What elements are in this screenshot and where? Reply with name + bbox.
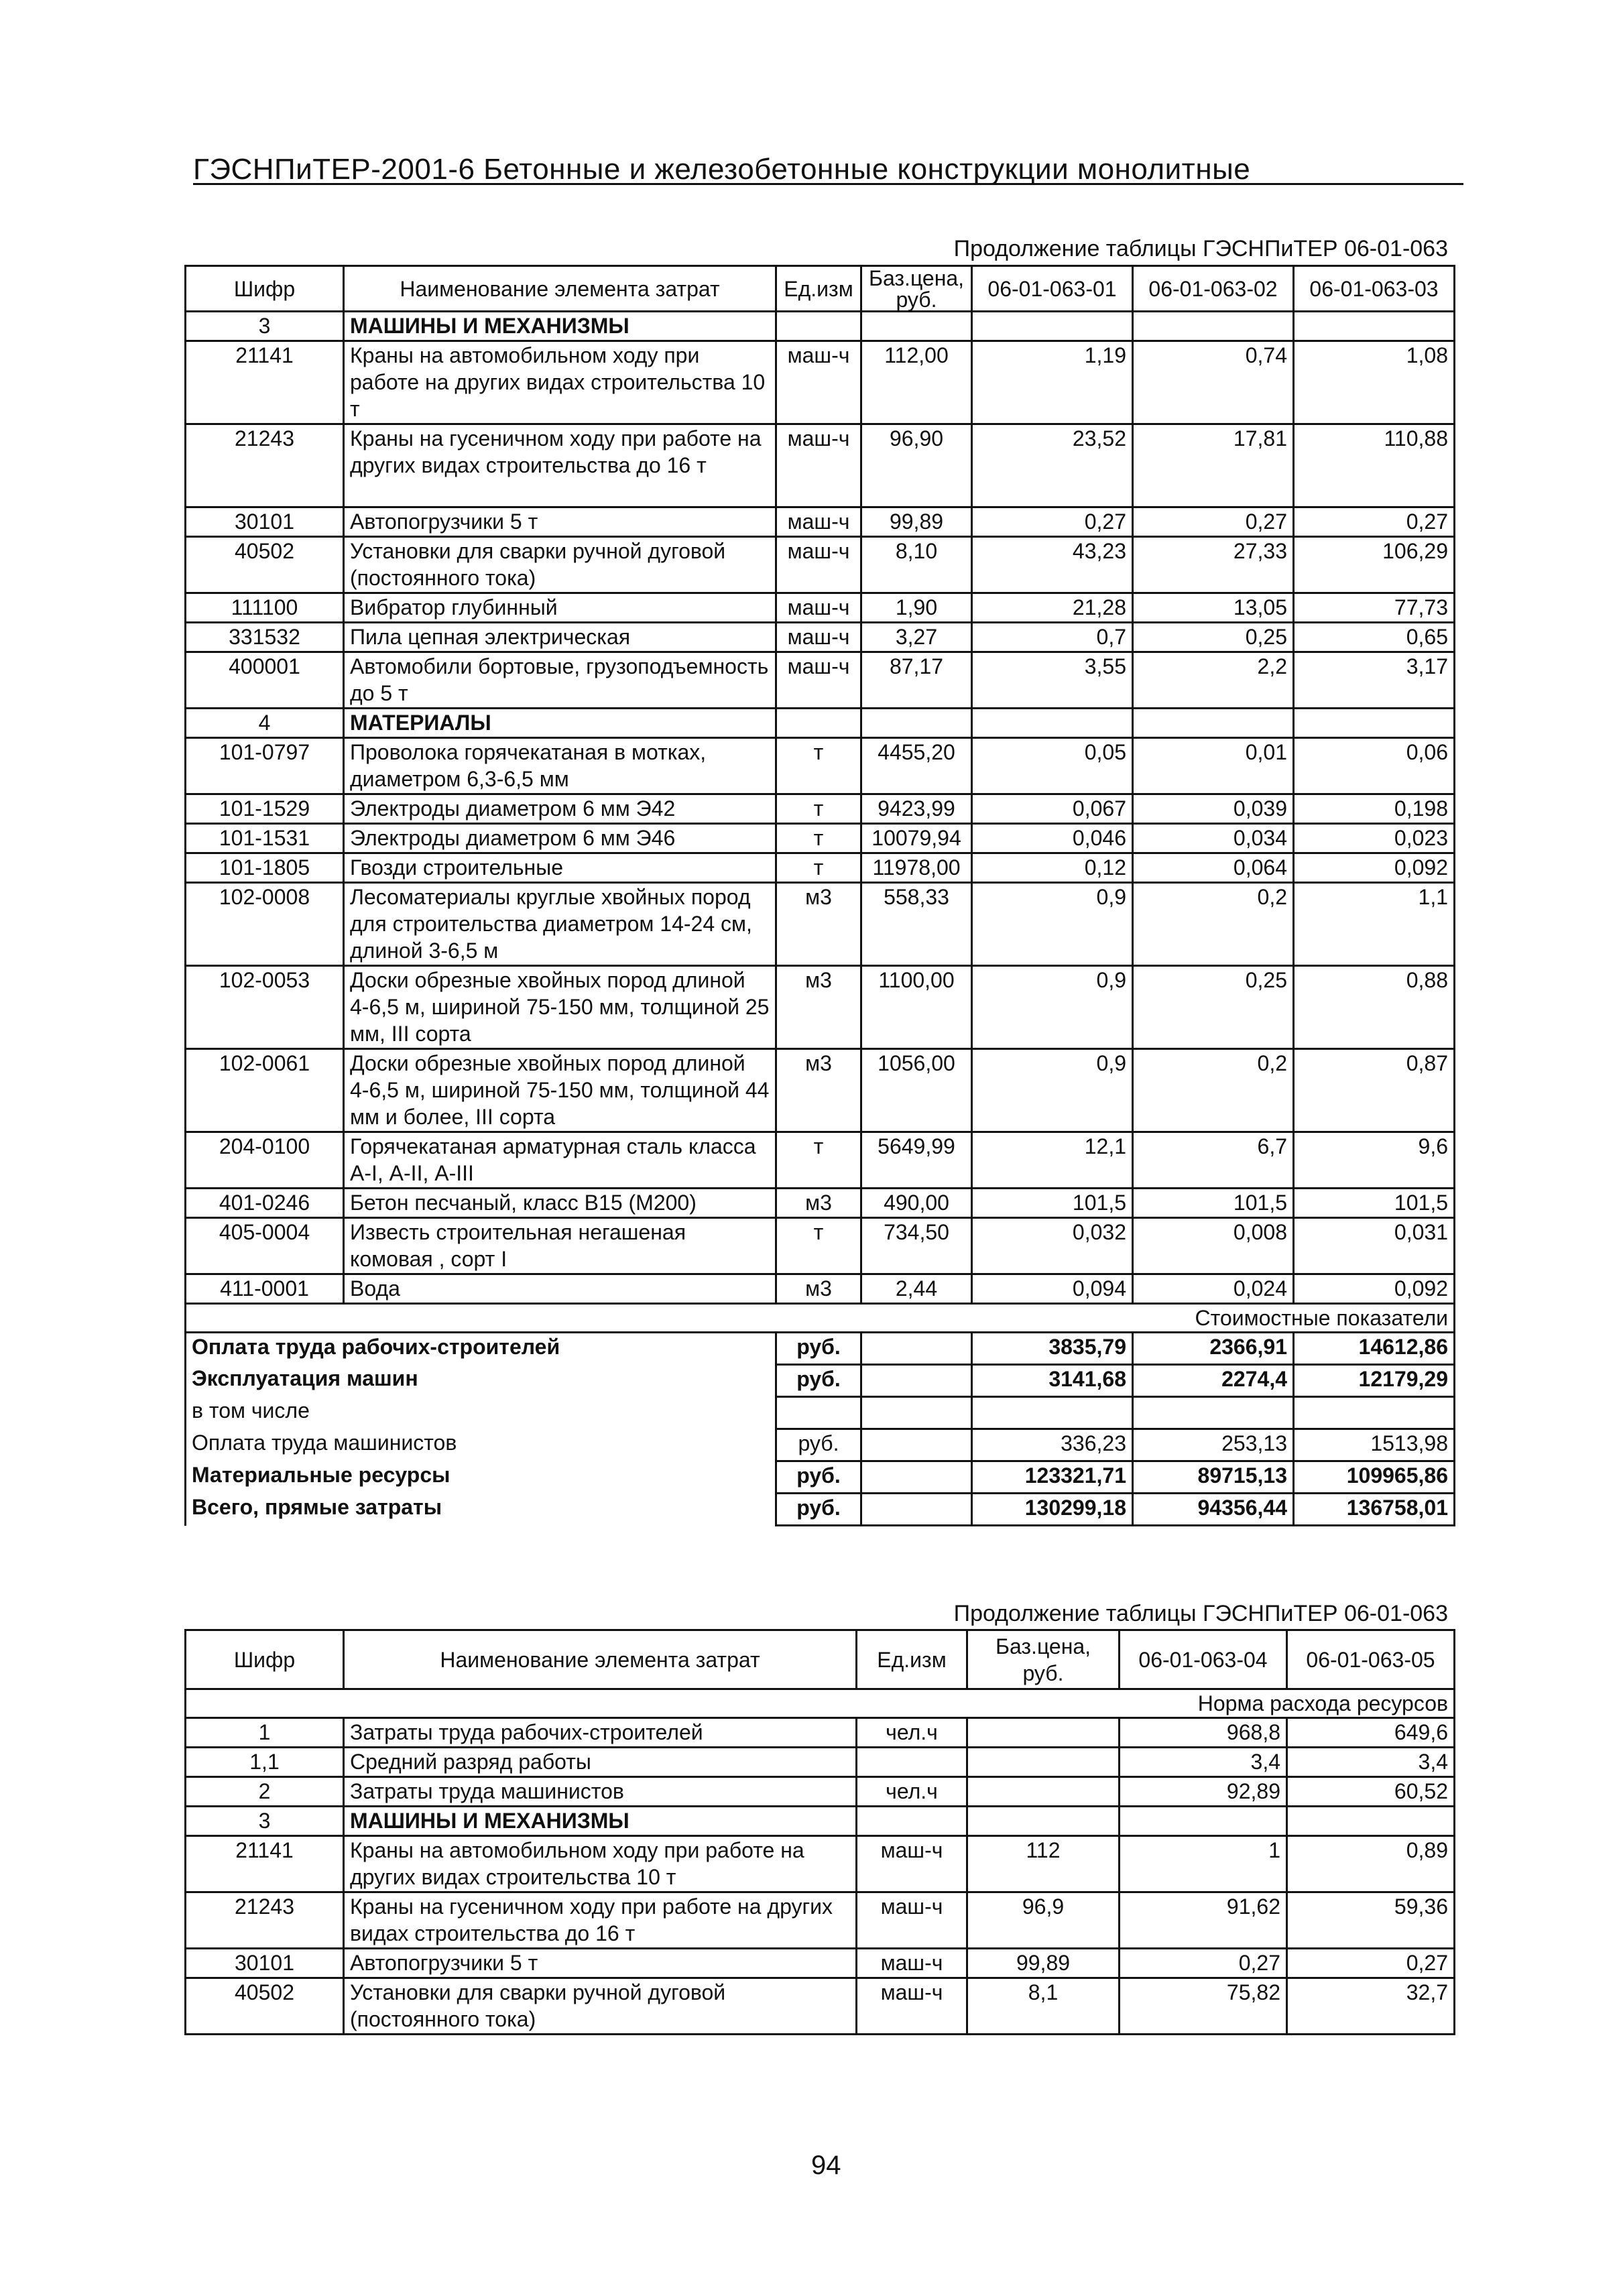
norm-value: 91,62 <box>1120 1892 1287 1949</box>
cost-row <box>186 1461 1455 1494</box>
resource-code: 30101 <box>186 507 344 537</box>
norm-value: 32,7 <box>1287 1978 1455 2035</box>
resource-table-1 <box>184 265 1455 1526</box>
resource-unit: маш-ч <box>776 623 861 652</box>
cost-unit: руб. <box>776 1365 861 1397</box>
col-header-unit: Ед.изм <box>776 266 861 312</box>
resource-unit: т <box>776 794 861 824</box>
resource-price: 112,00 <box>861 341 972 424</box>
resource-price: 4455,20 <box>861 738 972 794</box>
table-row <box>186 537 1455 593</box>
resource-name: Электроды диаметром 6 мм Э46 <box>344 824 776 853</box>
norm-value: 968,8 <box>1120 1718 1287 1748</box>
resource-name: Известь строительная негашеная комовая , сорт I <box>344 1218 776 1274</box>
resource-price <box>967 1777 1120 1807</box>
resource-price: 99,89 <box>967 1949 1120 1978</box>
table-row <box>186 824 1455 853</box>
norm-value: 0,05 <box>972 738 1133 794</box>
col-header-name: Наименование элемента затрат <box>344 266 776 312</box>
cost-unit: руб. <box>776 1461 861 1494</box>
norm-value: 0,034 <box>1133 824 1294 853</box>
cost-value: 2366,91 <box>1133 1333 1294 1365</box>
resource-price <box>967 1748 1120 1777</box>
resource-name: Краны на автомобильном ходу при работе на других видах строительства 10 т <box>344 341 776 424</box>
norm-value: 0,039 <box>1133 794 1294 824</box>
resource-name: Автопогрузчики 5 т <box>344 507 776 537</box>
resource-name: Проволока горячекатаная в мотках, диаметром 6,3-6,5 мм <box>344 738 776 794</box>
norm-value <box>1120 1807 1287 1836</box>
resource-code: 204-0100 <box>186 1132 344 1189</box>
resource-code: 21141 <box>186 1836 344 1892</box>
cost-unit <box>776 1397 861 1429</box>
table-row <box>186 1189 1455 1218</box>
resource-name: Краны на гусеничном ходу при работе на других видах строительства до 16 т <box>344 424 776 507</box>
resource-price: 9423,99 <box>861 794 972 824</box>
norm-value: 0,88 <box>1294 966 1455 1049</box>
col-header-norm-04: 06-01-063-04 <box>1120 1630 1287 1689</box>
resource-code: 102-0053 <box>186 966 344 1049</box>
norm-value: 3,4 <box>1287 1748 1455 1777</box>
norm-value: 0,046 <box>972 824 1133 853</box>
resource-unit: т <box>776 738 861 794</box>
resource-name: Пила цепная электрическая <box>344 623 776 652</box>
table-row <box>186 1836 1455 1892</box>
resource-unit: маш-ч <box>857 1892 967 1949</box>
resource-unit <box>776 709 861 738</box>
cost-row <box>186 1397 1455 1429</box>
resource-price: 8,1 <box>967 1978 1120 2035</box>
norm-value <box>972 709 1133 738</box>
cost-value: 109965,86 <box>1294 1461 1455 1494</box>
cost-price-empty <box>861 1365 972 1397</box>
resource-name: Доски обрезные хвойных пород длиной 4-6,5 м, шириной 75-150 мм, толщиной 44 мм и более, III сорта <box>344 1049 776 1132</box>
resource-name: Краны на гусеничном ходу при работе на других видах строительства до 16 т <box>344 1892 857 1949</box>
resource-name: Установки для сварки ручной дуговой (постоянного тока) <box>344 1978 857 2035</box>
resource-name: Средний разряд работы <box>344 1748 857 1777</box>
resource-price: 112 <box>967 1836 1120 1892</box>
norm-value: 17,81 <box>1133 424 1294 507</box>
table-row <box>186 1049 1455 1132</box>
resource-price <box>861 312 972 341</box>
cost-name: Эксплуатация машин <box>186 1365 776 1397</box>
resource-code: 21243 <box>186 1892 344 1949</box>
norm-value: 77,73 <box>1294 593 1455 623</box>
norm-value: 0,2 <box>1133 1049 1294 1132</box>
resource-name: Затраты труда рабочих-строителей <box>344 1718 857 1748</box>
norm-value: 0,74 <box>1133 341 1294 424</box>
resource-price <box>861 709 972 738</box>
resource-price: 87,17 <box>861 652 972 709</box>
resource-unit: маш-ч <box>776 593 861 623</box>
resource-name: МАШИНЫ И МЕХАНИЗМЫ <box>344 1807 857 1836</box>
cost-value: 12179,29 <box>1294 1365 1455 1397</box>
norm-value: 0,27 <box>1287 1949 1455 1978</box>
col-header-code: Шифр <box>186 266 344 312</box>
table1-caption: Продолжение таблицы ГЭСНПиТЕР 06-01-063 <box>953 236 1448 261</box>
norm-value: 1,08 <box>1294 341 1455 424</box>
cost-value: 3835,79 <box>972 1333 1133 1365</box>
cost-row <box>186 1494 1455 1526</box>
resource-price: 8,10 <box>861 537 972 593</box>
header-rule <box>193 183 1463 185</box>
norm-value: 3,55 <box>972 652 1133 709</box>
resource-name: Автопогрузчики 5 т <box>344 1949 857 1978</box>
norm-value <box>1133 312 1294 341</box>
cost-row <box>186 1365 1455 1397</box>
norm-value: 0,9 <box>972 966 1133 1049</box>
table-row <box>186 883 1455 966</box>
resource-unit: маш-ч <box>857 1978 967 2035</box>
norm-section-header: Норма расхода ресурсов <box>186 1689 1455 1718</box>
resource-name: Вода <box>344 1274 776 1304</box>
norm-value: 0,008 <box>1133 1218 1294 1274</box>
cost-value: 89715,13 <box>1133 1461 1294 1494</box>
resource-unit: маш-ч <box>776 341 861 424</box>
table-row <box>186 1978 1455 2035</box>
norm-value: 0,01 <box>1133 738 1294 794</box>
resource-name: Вибратор глубинный <box>344 593 776 623</box>
norm-value: 101,5 <box>1133 1189 1294 1218</box>
col-header-norm-02: 06-01-063-02 <box>1133 266 1294 312</box>
norm-value: 0,067 <box>972 794 1133 824</box>
resource-unit: м3 <box>776 1274 861 1304</box>
resource-unit: чел.ч <box>857 1777 967 1807</box>
table-row <box>186 1949 1455 1978</box>
norm-value: 0,092 <box>1294 853 1455 883</box>
cost-row <box>186 1333 1455 1365</box>
norm-value: 0,9 <box>972 1049 1133 1132</box>
norm-value <box>1294 312 1455 341</box>
table-row <box>186 1132 1455 1189</box>
table-row <box>186 738 1455 794</box>
resource-price: 96,90 <box>861 424 972 507</box>
cost-value: 94356,44 <box>1133 1494 1294 1526</box>
norm-value: 12,1 <box>972 1132 1133 1189</box>
col-header-name: Наименование элемента затрат <box>344 1630 857 1689</box>
table-row <box>186 1718 1455 1748</box>
norm-value: 59,36 <box>1287 1892 1455 1949</box>
table-row <box>186 853 1455 883</box>
norm-value: 3,4 <box>1120 1748 1287 1777</box>
col-header-norm-05: 06-01-063-05 <box>1287 1630 1455 1689</box>
norm-value: 0,2 <box>1133 883 1294 966</box>
norm-value: 0,65 <box>1294 623 1455 652</box>
resource-unit: м3 <box>776 966 861 1049</box>
norm-value: 0,198 <box>1294 794 1455 824</box>
norm-value: 0,27 <box>1120 1949 1287 1978</box>
resource-price: 96,9 <box>967 1892 1120 1949</box>
cost-unit: руб. <box>776 1333 861 1365</box>
resource-code: 411-0001 <box>186 1274 344 1304</box>
table-row <box>186 1892 1455 1949</box>
resource-unit: т <box>776 1218 861 1274</box>
cost-name: в том числе <box>186 1397 776 1429</box>
cost-price-empty <box>861 1429 972 1461</box>
norm-value: 60,52 <box>1287 1777 1455 1807</box>
resource-name: Доски обрезные хвойных пород длиной 4-6,5 м, шириной 75-150 мм, толщиной 25 мм, III сорта <box>344 966 776 1049</box>
norm-value: 1,19 <box>972 341 1133 424</box>
cost-value: 136758,01 <box>1294 1494 1455 1526</box>
resource-name: Горячекатаная арматурная сталь класса А-I, А-II, А-III <box>344 1132 776 1189</box>
resource-name: Краны на автомобильном ходу при работе на других видах строительства 10 т <box>344 1836 857 1892</box>
cost-price-empty <box>861 1461 972 1494</box>
norm-value: 6,7 <box>1133 1132 1294 1189</box>
section-row <box>186 709 1455 738</box>
norm-value: 0,25 <box>1133 623 1294 652</box>
table-row <box>186 1748 1455 1777</box>
resource-name: Гвозди строительные <box>344 853 776 883</box>
resource-unit: чел.ч <box>857 1718 967 1748</box>
col-header-code: Шифр <box>186 1630 344 1689</box>
cost-value: 1513,98 <box>1294 1429 1455 1461</box>
resource-name: Бетон песчаный, класс В15 (М200) <box>344 1189 776 1218</box>
cost-row <box>186 1429 1455 1461</box>
norm-value: 3,17 <box>1294 652 1455 709</box>
cost-value <box>1294 1397 1455 1429</box>
norm-value: 75,82 <box>1120 1978 1287 2035</box>
resource-price: 558,33 <box>861 883 972 966</box>
norm-value: 1 <box>1120 1836 1287 1892</box>
cost-value <box>972 1397 1133 1429</box>
resource-price: 2,44 <box>861 1274 972 1304</box>
norm-value: 0,27 <box>1133 507 1294 537</box>
resource-code: 1 <box>186 1718 344 1748</box>
norm-value <box>972 312 1133 341</box>
cost-value: 14612,86 <box>1294 1333 1455 1365</box>
table-row <box>186 1218 1455 1274</box>
resource-unit: т <box>776 1132 861 1189</box>
norm-value: 0,023 <box>1294 824 1455 853</box>
resource-price: 10079,94 <box>861 824 972 853</box>
resource-code: 30101 <box>186 1949 344 1978</box>
norm-value: 649,6 <box>1287 1718 1455 1748</box>
cost-unit: руб. <box>776 1494 861 1526</box>
table-row <box>186 593 1455 623</box>
table-row <box>186 1777 1455 1807</box>
col-header-price: Баз.цена, руб. <box>967 1630 1120 1689</box>
resource-name: Электроды диаметром 6 мм Э42 <box>344 794 776 824</box>
cost-value: 3141,68 <box>972 1365 1133 1397</box>
norm-value: 0,064 <box>1133 853 1294 883</box>
table2-caption: Продолжение таблицы ГЭСНПиТЕР 06-01-063 <box>953 1601 1448 1626</box>
resource-unit: т <box>776 853 861 883</box>
norm-value: 92,89 <box>1120 1777 1287 1807</box>
resource-code: 21243 <box>186 424 344 507</box>
resource-price: 734,50 <box>861 1218 972 1274</box>
resource-price: 5649,99 <box>861 1132 972 1189</box>
resource-price: 1,90 <box>861 593 972 623</box>
cost-name: Оплата труда машинистов <box>186 1429 776 1461</box>
norm-value: 13,05 <box>1133 593 1294 623</box>
cost-section-header: Стоимостные показатели <box>186 1304 1455 1333</box>
cost-value <box>1133 1397 1294 1429</box>
norm-value: 2,2 <box>1133 652 1294 709</box>
resource-unit: маш-ч <box>776 507 861 537</box>
norm-value: 0,06 <box>1294 738 1455 794</box>
resource-code: 101-1531 <box>186 824 344 853</box>
norm-value <box>1133 709 1294 738</box>
resource-code: 40502 <box>186 537 344 593</box>
table-row <box>186 623 1455 652</box>
resource-name: Автомобили бортовые, грузоподъемность до 5 т <box>344 652 776 709</box>
cost-price-empty <box>861 1494 972 1526</box>
resource-code: 3 <box>186 312 344 341</box>
norm-value: 0,7 <box>972 623 1133 652</box>
resource-name: МАШИНЫ И МЕХАНИЗМЫ <box>344 312 776 341</box>
col-header-unit: Ед.изм <box>857 1630 967 1689</box>
resource-price: 99,89 <box>861 507 972 537</box>
resource-code: 21141 <box>186 341 344 424</box>
norm-value: 0,031 <box>1294 1218 1455 1274</box>
resource-price: 1056,00 <box>861 1049 972 1132</box>
norm-value: 0,094 <box>972 1274 1133 1304</box>
norm-value: 0,032 <box>972 1218 1133 1274</box>
norm-value: 101,5 <box>972 1189 1133 1218</box>
col-header-price: Баз.цена, руб. <box>861 266 972 312</box>
norm-value: 9,6 <box>1294 1132 1455 1189</box>
resource-code: 101-0797 <box>186 738 344 794</box>
resource-unit: маш-ч <box>776 537 861 593</box>
cost-price-empty <box>861 1397 972 1429</box>
norm-value: 23,52 <box>972 424 1133 507</box>
norm-value: 0,27 <box>972 507 1133 537</box>
resource-name: Затраты труда машинистов <box>344 1777 857 1807</box>
resource-unit: маш-ч <box>857 1836 967 1892</box>
resource-unit: м3 <box>776 883 861 966</box>
page-number: 94 <box>811 2151 841 2180</box>
page-header: ГЭСНПиТЕР-2001-6 Бетонные и железобетонные конструкции монолитные <box>193 153 1251 186</box>
norm-value: 101,5 <box>1294 1189 1455 1218</box>
resource-price: 11978,00 <box>861 853 972 883</box>
resource-price <box>967 1807 1120 1836</box>
resource-code: 331532 <box>186 623 344 652</box>
norm-value <box>1294 709 1455 738</box>
resource-table-2 <box>184 1629 1455 2035</box>
resource-code: 1,1 <box>186 1748 344 1777</box>
norm-value: 110,88 <box>1294 424 1455 507</box>
resource-price: 3,27 <box>861 623 972 652</box>
resource-code: 2 <box>186 1777 344 1807</box>
resource-price: 1100,00 <box>861 966 972 1049</box>
norm-value: 0,12 <box>972 853 1133 883</box>
resource-unit <box>857 1807 967 1836</box>
col-header-norm-01: 06-01-063-01 <box>972 266 1133 312</box>
norm-value: 1,1 <box>1294 883 1455 966</box>
resource-code: 102-0061 <box>186 1049 344 1132</box>
resource-code: 111100 <box>186 593 344 623</box>
resource-name: Лесоматериалы круглые хвойных пород для строительства диаметром 14-24 см, длиной 3-6,5 м <box>344 883 776 966</box>
cost-name: Оплата труда рабочих-строителей <box>186 1333 776 1365</box>
resource-code: 3 <box>186 1807 344 1836</box>
norm-value: 0,27 <box>1294 507 1455 537</box>
resource-code: 101-1529 <box>186 794 344 824</box>
resource-price: 490,00 <box>861 1189 972 1218</box>
resource-unit <box>857 1748 967 1777</box>
resource-code: 102-0008 <box>186 883 344 966</box>
resource-unit: м3 <box>776 1189 861 1218</box>
resource-code: 40502 <box>186 1978 344 2035</box>
table-row <box>186 794 1455 824</box>
table-row <box>186 652 1455 709</box>
cost-value: 123321,71 <box>972 1461 1133 1494</box>
cost-value: 253,13 <box>1133 1429 1294 1461</box>
resource-unit: т <box>776 824 861 853</box>
table-row <box>186 507 1455 537</box>
resource-name: Установки для сварки ручной дуговой (постоянного тока) <box>344 537 776 593</box>
resource-price <box>967 1718 1120 1748</box>
norm-value: 0,25 <box>1133 966 1294 1049</box>
norm-value: 0,89 <box>1287 1836 1455 1892</box>
resource-unit <box>776 312 861 341</box>
cost-value: 2274,4 <box>1133 1365 1294 1397</box>
resource-unit: маш-ч <box>776 652 861 709</box>
norm-value: 0,024 <box>1133 1274 1294 1304</box>
norm-value: 0,87 <box>1294 1049 1455 1132</box>
cost-unit: руб. <box>776 1429 861 1461</box>
resource-unit: маш-ч <box>776 424 861 507</box>
norm-value: 0,092 <box>1294 1274 1455 1304</box>
resource-unit: м3 <box>776 1049 861 1132</box>
norm-value: 27,33 <box>1133 537 1294 593</box>
cost-name: Материальные ресурсы <box>186 1461 776 1494</box>
norm-value: 43,23 <box>972 537 1133 593</box>
section-row <box>186 1807 1455 1836</box>
cost-name: Всего, прямые затраты <box>186 1494 776 1526</box>
resource-unit: маш-ч <box>857 1949 967 1978</box>
section-row <box>186 312 1455 341</box>
table-row <box>186 966 1455 1049</box>
cost-value: 336,23 <box>972 1429 1133 1461</box>
norm-value: 106,29 <box>1294 537 1455 593</box>
resource-code: 101-1805 <box>186 853 344 883</box>
col-header-norm-03: 06-01-063-03 <box>1294 266 1455 312</box>
resource-code: 401-0246 <box>186 1189 344 1218</box>
cost-value: 130299,18 <box>972 1494 1133 1526</box>
norm-value <box>1287 1807 1455 1836</box>
norm-value: 21,28 <box>972 593 1133 623</box>
table-row <box>186 341 1455 424</box>
resource-code: 405-0004 <box>186 1218 344 1274</box>
table-row <box>186 424 1455 507</box>
table-row <box>186 1274 1455 1304</box>
cost-price-empty <box>861 1333 972 1365</box>
resource-code: 400001 <box>186 652 344 709</box>
norm-value: 0,9 <box>972 883 1133 966</box>
resource-code: 4 <box>186 709 344 738</box>
resource-name: МАТЕРИАЛЫ <box>344 709 776 738</box>
